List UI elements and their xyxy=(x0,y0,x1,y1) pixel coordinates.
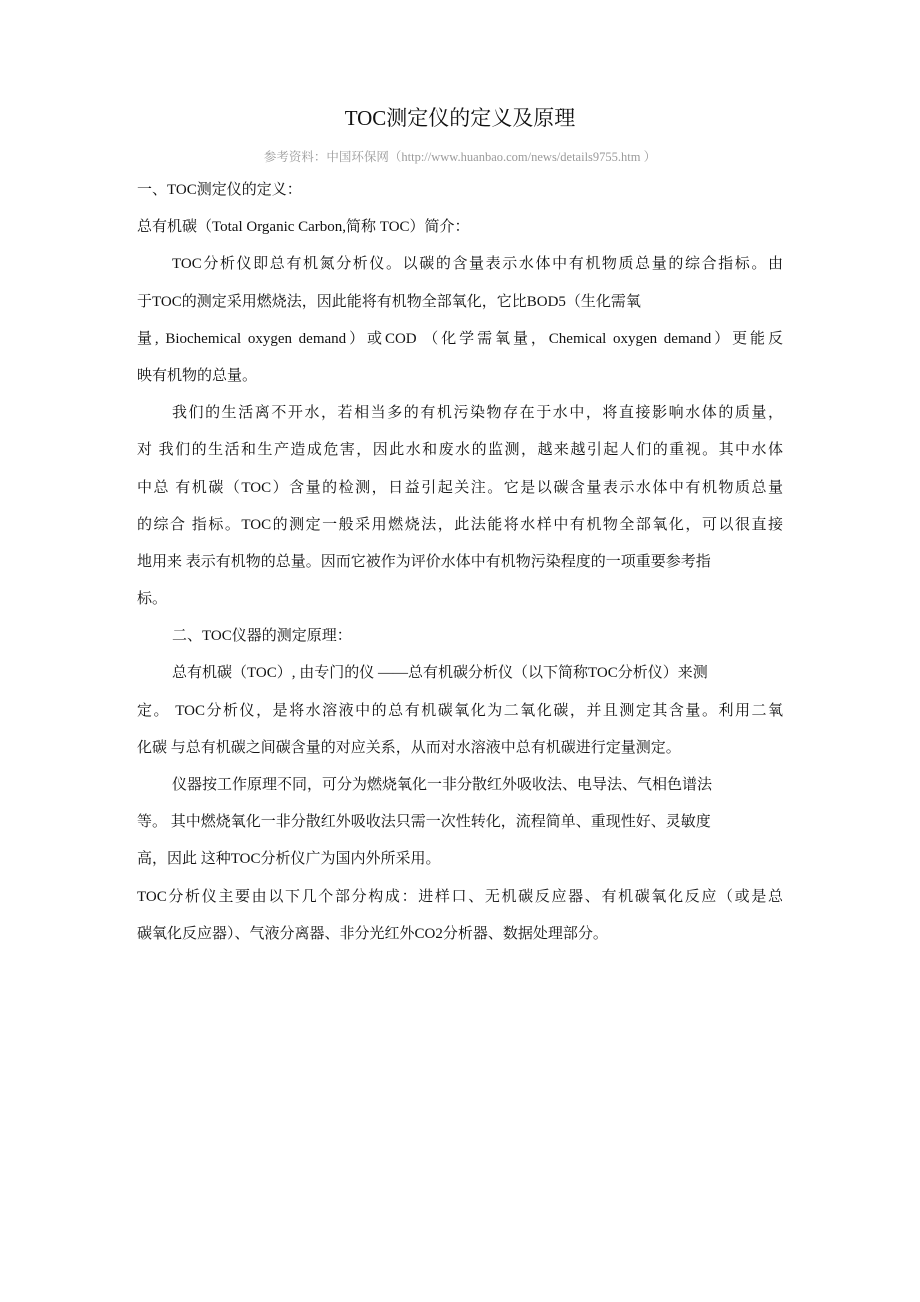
text-line: 高，因此 这种TOC分析仪广为国内外所采用。 xyxy=(137,851,441,868)
text-line: 二、TOC仪器的测定原理： xyxy=(172,628,352,645)
text-line: 的综合 指标。TOC的测定一般采用燃烧法，此法能将水样中有机物全部氧化，可以很直接 xyxy=(137,516,783,533)
text-line: 等。 其中燃烧氧化一非分散红外吸收法只需一次性转化，流程简单、重现性好、灵敏度 xyxy=(137,814,711,831)
reference-source: 参考资料：中国环保网（http://www.huanbao.com/news/details9755.htm ） xyxy=(263,150,657,164)
text-line: 地用来 表示有机物的总量。因而它被作为评价水体中有机物污染程度的一项重要参考指 xyxy=(137,553,711,570)
text-line: TOC分析仪主要由以下几个部分构成：进样口、无机碳反应器、有机碳氧化反应（或是总 xyxy=(137,888,783,905)
document-body xyxy=(137,177,783,958)
document-title: TOC测定仪的定义及原理 xyxy=(344,106,576,130)
text-line: 映有机物的总量。 xyxy=(137,367,258,384)
text-line: 量, Biochemical oxygen demand）或COD （化学需氧量，Chemical oxygen demand）更能反 xyxy=(137,330,783,347)
text-line: 化碳 与总有机碳之间碳含量的对应关系，从而对水溶液中总有机碳进行定量测定。 xyxy=(137,739,681,756)
text-line: TOC分析仪即总有机氮分析仪。以碳的含量表示水体中有机物质总量的综合指标。由 xyxy=(172,256,783,273)
text-line: 于TOC的测定采用燃烧法，因此能将有机物全部氧化，它比BOD5（生化需氧 xyxy=(137,293,641,310)
text-line: 标。 xyxy=(137,591,168,608)
text-line: 我们的生活离不开水，若相当多的有机污染物存在于水中，将直接影响水体的质量， xyxy=(172,405,783,422)
text-line: 总有机碳（TOC）, 由专门的仪 ——总有机碳分析仪（以下简称TOC分析仪）来测 xyxy=(172,665,708,682)
text-line: 中总 有机碳（TOC）含量的检测，日益引起关注。它是以碳含量表示水体中有机物质总量 xyxy=(137,479,783,496)
text-line: 一、TOC测定仪的定义： xyxy=(137,182,302,198)
text-line: 仪器按工作原理不同，可分为燃烧氧化一非分散红外吸收法、电导法、气相色谱法 xyxy=(172,777,713,793)
text-line: 总有机碳（Total Organic Carbon,简称 TOC）简介： xyxy=(137,219,470,236)
text-line: 对 我们的生活和生产造成危害，因此水和废水的监测，越来越引起人们的重视。其中水体 xyxy=(137,442,783,459)
text-line: 碳氧化反应器）、气液分离器、非分光红外CO2分析器、数据处理部分。 xyxy=(137,925,608,942)
text-line: 定。 TOC分析仪，是将水溶液中的总有机碳氧化为二氧化碳，并且测定其含量。利用二氧 xyxy=(137,702,783,719)
